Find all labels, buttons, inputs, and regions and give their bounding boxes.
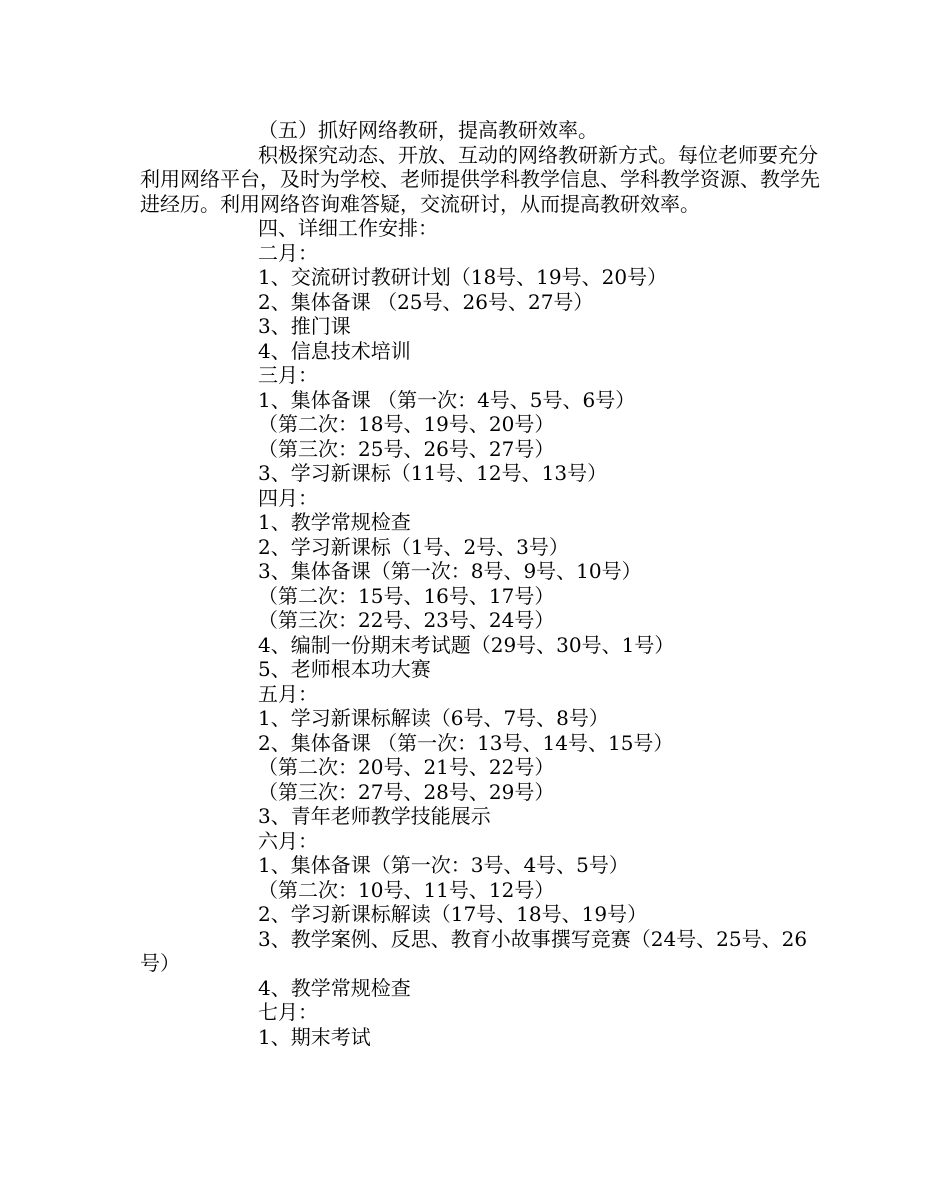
schedule-line: 2、集体备课 （25号、26号、27号） xyxy=(258,289,594,314)
schedule-line: 六月： xyxy=(258,828,318,853)
schedule-line: （第三次：25号、26号、27号） xyxy=(258,436,555,461)
schedule-line: 七月： xyxy=(258,1000,318,1024)
schedule-line: 2、学习新课标解读（17号、18号、19号） xyxy=(258,902,648,926)
schedule-line: 4、信息技术培训 xyxy=(258,338,411,363)
schedule-line: （第三次：22号、23号、24号） xyxy=(258,608,555,632)
schedule-line: 2、集体备课 （第一次：13号、14号、15号） xyxy=(258,730,674,755)
schedule-heading: 四、详细工作安排： xyxy=(258,216,438,240)
schedule-line: （第二次：10号、11号、12号） xyxy=(258,877,555,902)
schedule-line: 2、学习新课标（1号、2号、3号） xyxy=(258,534,569,559)
schedule-line: 1、集体备课 （第一次：4号、5号、6号） xyxy=(258,387,636,412)
schedule-line: 4、编制一份期末考试题（29号、30号、1号） xyxy=(258,632,675,657)
schedule-line: 3、学习新课标（11号、12号、13号） xyxy=(258,461,608,485)
schedule-line: 五月： xyxy=(258,681,318,706)
schedule-line: 1、期末考试 xyxy=(258,1024,371,1049)
schedule-line: 1、交流研讨教研计划（18号、19号、20号） xyxy=(258,265,668,289)
schedule-line: 5、老师根本功大赛 xyxy=(258,657,431,681)
schedule-line: 1、教学常规检查 xyxy=(258,510,411,534)
schedule-line: 1、集体备课（第一次：3号、4号、5号） xyxy=(258,853,629,877)
schedule-line-wrapped: 3、教学案例、反思、教育小故事撰写竞赛（24号、25号、26号） xyxy=(140,926,808,975)
intro-paragraph: 积极探究动态、开放、互动的网络教研新方式。每位老师要充分利用网络平台，及时为学校、老师提供学科教学信息、学科教学资源、教学先进经历。利用网络咨询难答疑，交流研讨，从而提高教研效率。 xyxy=(140,142,820,216)
schedule-line: 1、学习新课标解读（6号、7号、8号） xyxy=(258,706,609,730)
schedule-line: （第二次：15号、16号、17号） xyxy=(258,583,555,608)
section-heading: （五）抓好网络教研，提高教研效率。 xyxy=(258,118,598,142)
schedule-line: （第二次：20号、21号、22号） xyxy=(258,755,555,779)
schedule-line: 4、教学常规检查 xyxy=(258,975,411,1000)
schedule-line: 三月： xyxy=(258,363,318,387)
schedule-line: 四月： xyxy=(258,485,318,510)
document-body xyxy=(140,118,830,1049)
schedule-line: 3、集体备课（第一次：8号、9号、10号） xyxy=(258,559,642,583)
schedule-line: （第二次：18号、19号、20号） xyxy=(258,412,555,436)
schedule-line: 3、推门课 xyxy=(258,314,351,338)
schedule-line: 二月： xyxy=(258,240,318,265)
schedule-line: （第三次：27号、28号、29号） xyxy=(258,779,555,804)
schedule-line: 3、青年老师教学技能展示 xyxy=(258,804,491,828)
